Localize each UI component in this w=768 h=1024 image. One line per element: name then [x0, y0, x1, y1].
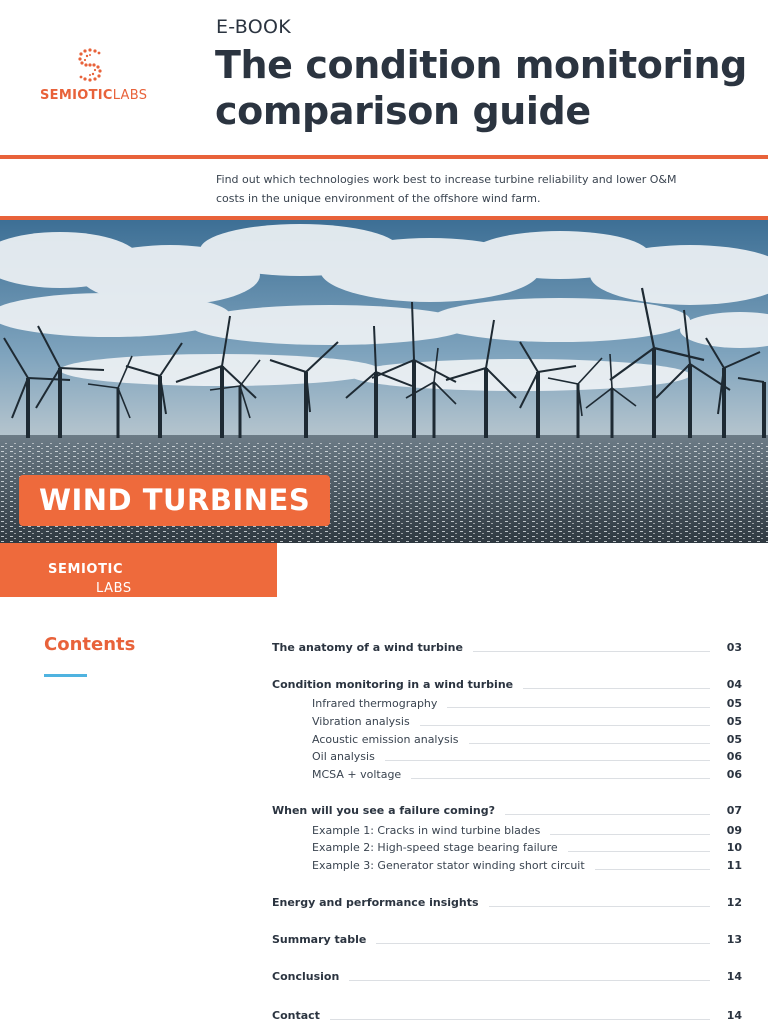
toc-leader	[489, 906, 710, 907]
toc-leader	[469, 743, 710, 744]
toc-entry-label: Summary table	[272, 932, 367, 946]
toc-entry[interactable]	[272, 930, 742, 948]
toc-leader	[505, 814, 710, 815]
toc-page-number: 11	[726, 858, 742, 872]
toc-entry-label: Condition monitoring in a wind turbine	[272, 677, 514, 691]
toc-entry[interactable]	[272, 893, 742, 911]
toc-page-number: 06	[726, 767, 742, 781]
hero-image	[0, 220, 768, 543]
toc-subentry[interactable]	[272, 747, 742, 765]
toc-page-number: 06	[726, 749, 742, 763]
toc-page-number: 03	[726, 640, 742, 654]
toc-leader	[330, 1019, 710, 1020]
toc-subentry[interactable]	[272, 856, 742, 874]
toc-entry[interactable]	[272, 1006, 742, 1024]
logo-wordmark: SEMIOTICLABS	[40, 88, 148, 103]
toc-entry[interactable]	[272, 801, 742, 819]
toc-entry-label: Example 1: Cracks in wind turbine blades	[312, 823, 541, 837]
toc-page-number: 05	[726, 732, 742, 746]
intro-text: Find out which technologies work best to increase turbine reliability and lower O&M costs in the unique environment of the offshore wind farm.	[216, 173, 677, 205]
ebook-kicker: E-BOOK	[216, 16, 292, 38]
toc-entry[interactable]	[272, 967, 742, 985]
contents-heading: Contents	[44, 634, 136, 655]
toc-page-number: 14	[726, 969, 742, 983]
toc-page-number: 09	[726, 823, 742, 837]
toc-entry-label: Vibration analysis	[312, 714, 410, 728]
toc-subentry[interactable]	[272, 712, 742, 730]
toc-entry-label: Example 2: High-speed stage bearing failure	[312, 840, 558, 854]
toc-entry-label: Contact	[272, 1008, 320, 1022]
brand-band	[0, 543, 277, 597]
toc-subentry[interactable]	[272, 730, 742, 748]
toc-entry[interactable]	[272, 638, 742, 656]
toc-subentry[interactable]	[272, 765, 742, 783]
toc-page-number: 07	[726, 803, 742, 817]
toc-leader	[420, 725, 710, 726]
semiotic-labs-logo	[40, 48, 148, 103]
page-title: The condition monitoring comparison guide	[215, 43, 747, 133]
toc-leader	[385, 760, 710, 761]
toc-page-number: 13	[726, 932, 742, 946]
toc-page-number: 10	[726, 840, 742, 854]
brand-band-wordmark: SEMIOTIC LABS	[48, 562, 132, 596]
toc-leader	[568, 851, 710, 852]
toc-leader	[595, 869, 710, 870]
toc-subentry[interactable]	[272, 821, 742, 839]
toc-entry-label: MCSA + voltage	[312, 767, 402, 781]
toc-entry-label: Conclusion	[272, 969, 340, 983]
toc-leader	[411, 778, 710, 779]
toc-leader	[349, 980, 710, 981]
wind-turbines-label: WIND TURBINES	[19, 475, 330, 526]
toc-page-number: 04	[726, 677, 742, 691]
contents-underline	[44, 674, 87, 677]
toc-page-number: 14	[726, 1008, 742, 1022]
cover-header	[0, 0, 768, 156]
toc-leader	[447, 707, 710, 708]
toc-entry-label: The anatomy of a wind turbine	[272, 640, 463, 654]
toc-leader	[550, 834, 710, 835]
top-divider	[0, 155, 768, 159]
toc-subentry[interactable]	[272, 694, 742, 712]
toc-entry-label: Example 3: Generator stator winding short circuit	[312, 858, 585, 872]
toc-leader	[523, 688, 710, 689]
toc-leader	[376, 943, 710, 944]
toc-page-number: 05	[726, 714, 742, 728]
toc-entry-label: Energy and performance insights	[272, 895, 479, 909]
toc-page-number: 05	[726, 696, 742, 710]
toc-entry-label: Oil analysis	[312, 749, 375, 763]
toc-entry-label: Acoustic emission analysis	[312, 732, 459, 746]
toc-entry-label: Infrared thermography	[312, 696, 438, 710]
toc-entry[interactable]	[272, 675, 742, 693]
toc-entry-label: When will you see a failure coming?	[272, 803, 496, 817]
toc-leader	[473, 651, 710, 652]
toc-page-number: 12	[726, 895, 742, 909]
toc-subentry[interactable]	[272, 838, 742, 856]
s-monogram-icon	[75, 48, 105, 82]
